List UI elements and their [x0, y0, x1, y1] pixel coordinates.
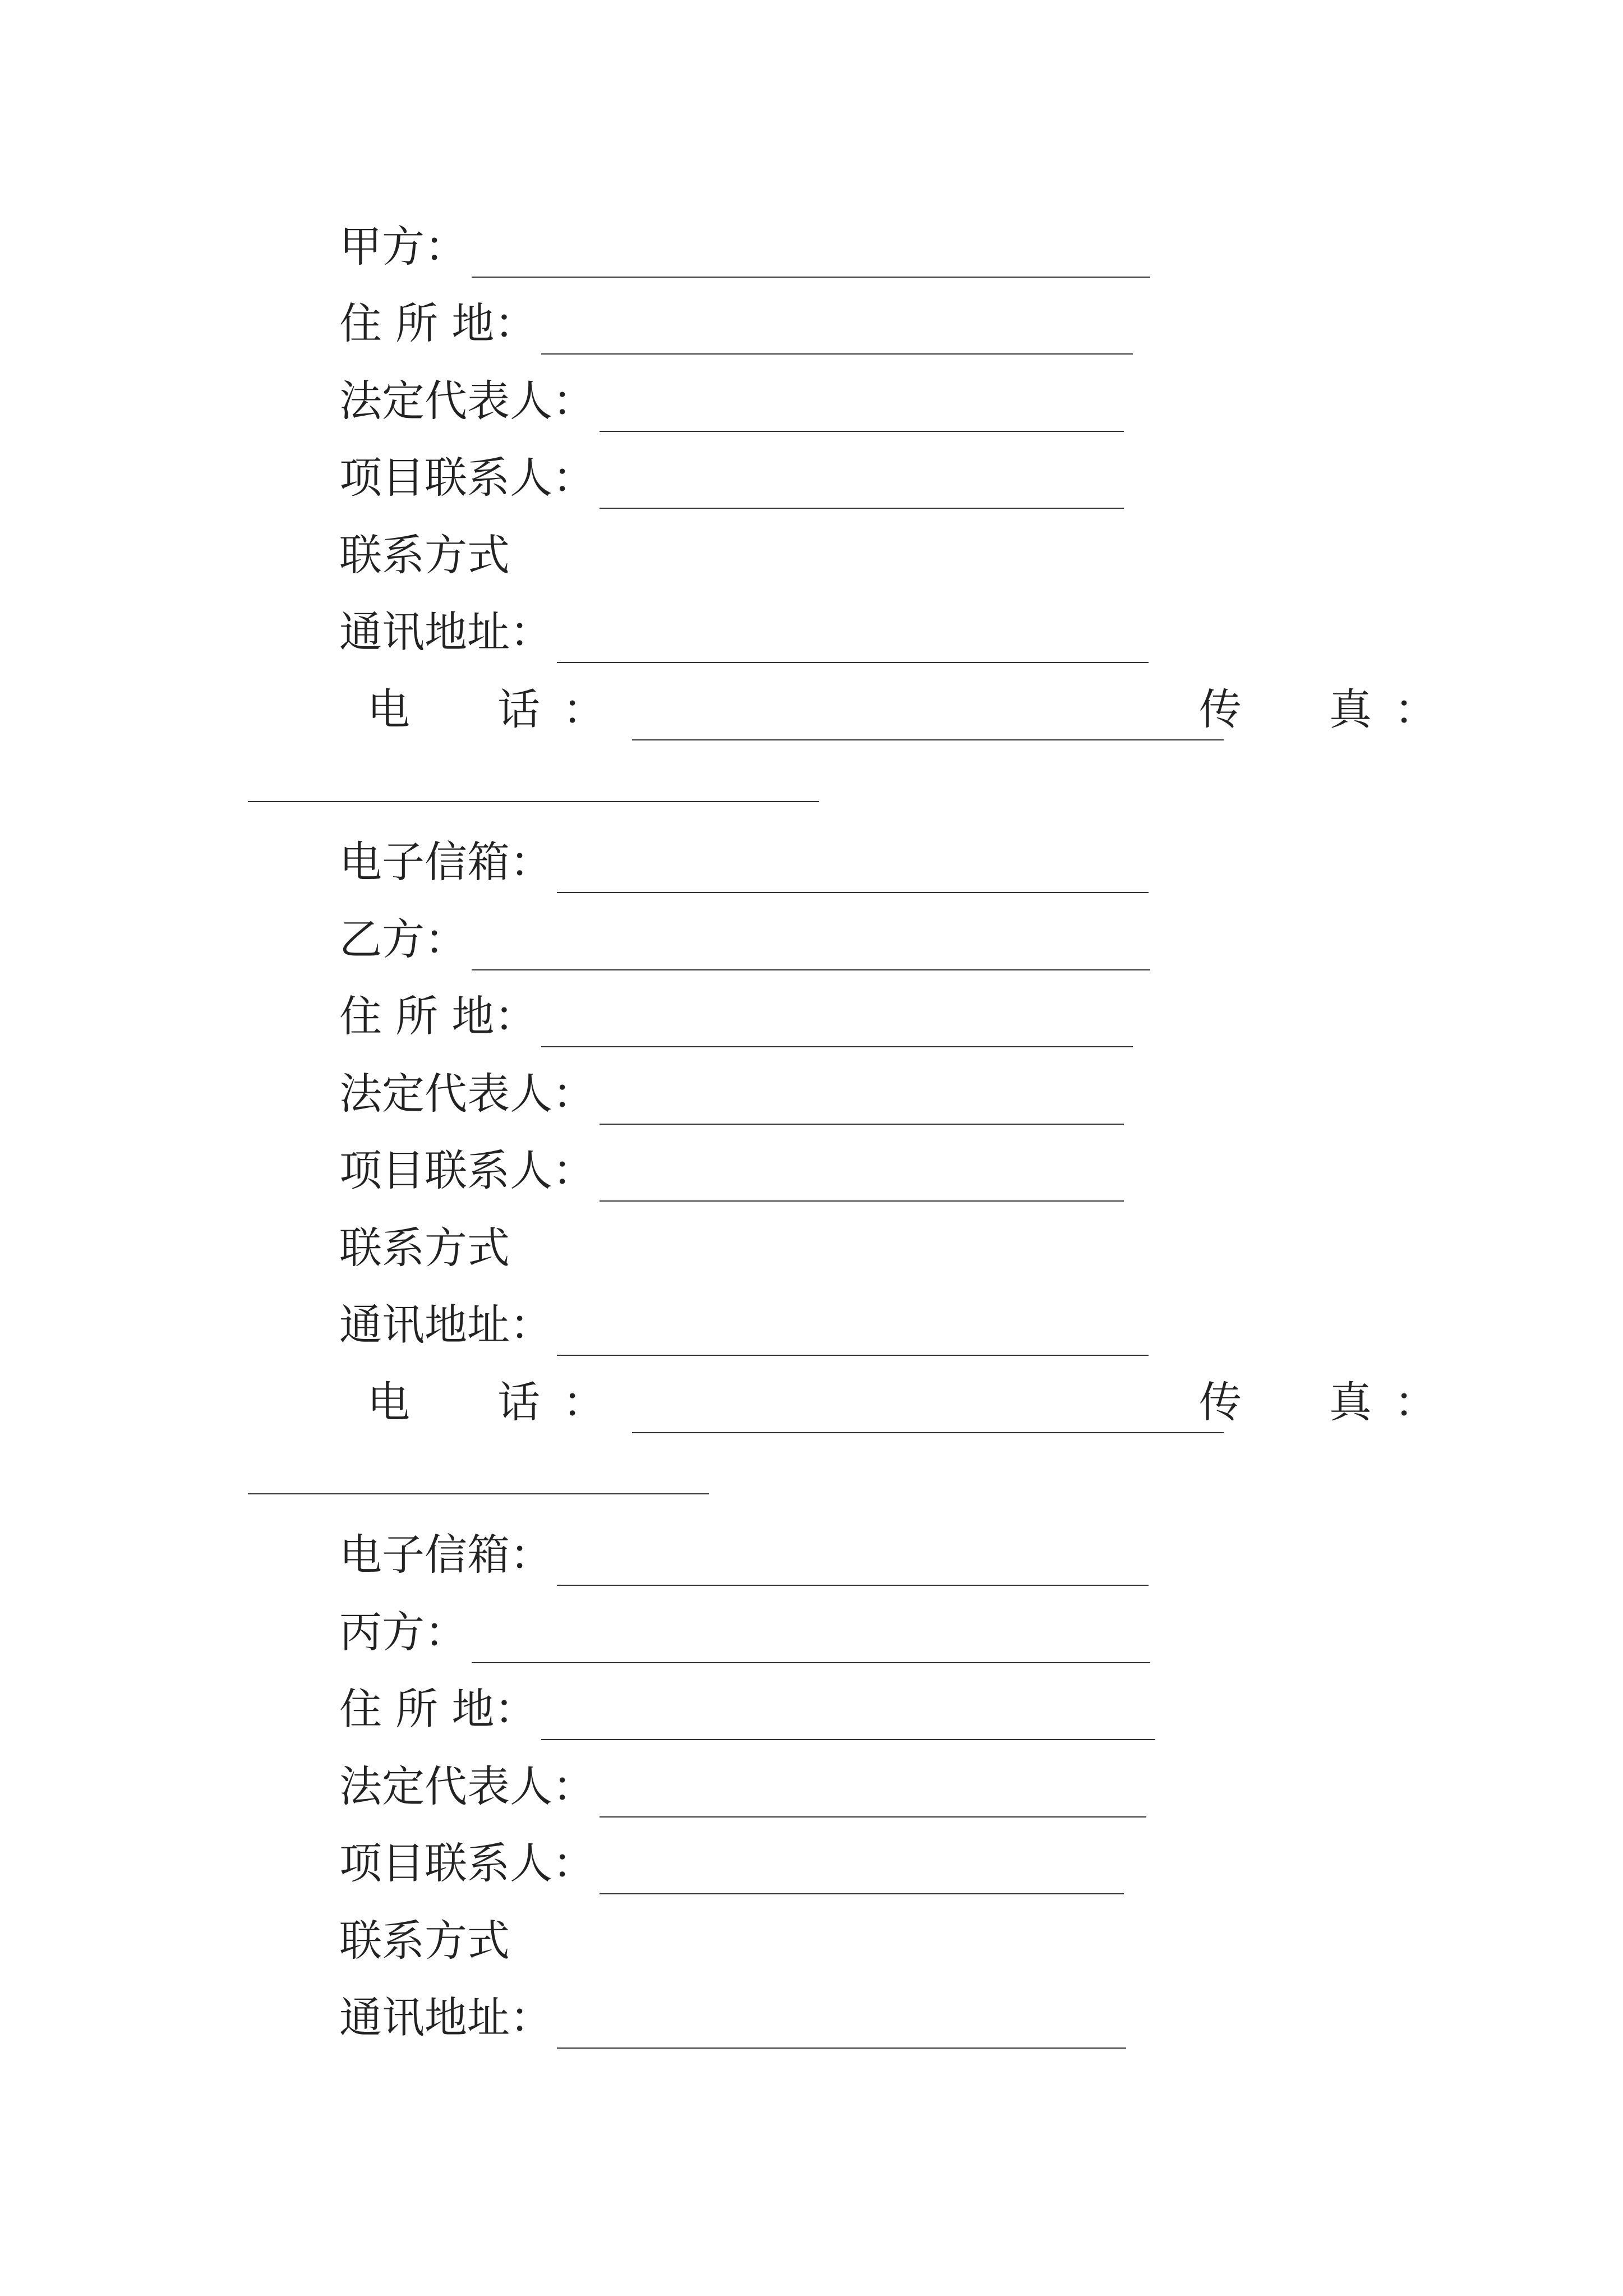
party-a-fax-field[interactable] — [248, 801, 819, 802]
party-b-mail-address-label: 通讯地址： — [339, 1300, 552, 1350]
party-a-phone-row — [367, 679, 1224, 740]
party-a-name-field[interactable] — [472, 235, 1150, 278]
party-b-fax-row — [1199, 1372, 1459, 1433]
party-b-name-field[interactable] — [472, 928, 1150, 970]
party-a-mail-address-field[interactable] — [557, 620, 1149, 663]
party-b-address-field[interactable] — [541, 1005, 1133, 1047]
party-b-fax-field[interactable] — [248, 1493, 709, 1494]
party-a-fax-row — [1199, 679, 1459, 740]
party-a-legal-rep-row — [339, 370, 1124, 432]
party-a-contact-person-label: 项目联系人： — [339, 453, 595, 503]
party-b-email-field[interactable] — [557, 1543, 1149, 1586]
party-a-phone-label: 电 话： — [367, 684, 628, 734]
party-b-contact-person-label: 项目联系人： — [339, 1145, 595, 1195]
party-a-phone-field[interactable] — [632, 698, 1224, 740]
party-a-address-label: 住 所 地： — [339, 298, 537, 348]
party-a-legal-rep-field[interactable] — [600, 389, 1124, 432]
party-b-fax-label: 传 真： — [1199, 1377, 1459, 1427]
party-b-legal-rep-field[interactable] — [600, 1082, 1124, 1125]
party-b-contact-person-field[interactable] — [600, 1159, 1124, 1202]
party-b-mail-address-field[interactable] — [557, 1313, 1149, 1356]
party-b-name-row — [339, 909, 1150, 970]
party-c-address-row — [339, 1678, 1155, 1740]
party-c-name-label: 丙方： — [339, 1607, 467, 1657]
party-a-address-row — [339, 293, 1133, 355]
party-c-contact-section-row — [339, 1910, 510, 1972]
party-b-email-label: 电子信箱： — [339, 1530, 552, 1580]
party-b-address-label: 住 所 地： — [339, 991, 537, 1041]
party-c-mail-address-field[interactable] — [557, 2006, 1126, 2049]
party-a-contact-section-label: 联系方式 — [339, 530, 510, 580]
party-b-contact-section-label: 联系方式 — [339, 1223, 510, 1273]
party-b-name-label: 乙方： — [339, 914, 467, 964]
party-a-email-field[interactable] — [557, 850, 1149, 893]
party-a-contact-section-row — [339, 524, 510, 586]
party-a-legal-rep-label: 法定代表人： — [339, 376, 595, 426]
party-b-contact-person-row — [339, 1140, 1124, 1202]
party-c-mail-address-row — [339, 1987, 1126, 2049]
party-a-name-label: 甲方： — [339, 222, 467, 272]
party-a-fax-label: 传 真： — [1199, 684, 1459, 734]
party-b-phone-field[interactable] — [632, 1391, 1224, 1433]
party-b-mail-address-row — [339, 1294, 1149, 1356]
party-c-legal-rep-row — [339, 1756, 1146, 1818]
party-b-address-row — [339, 986, 1133, 1047]
party-b-legal-rep-row — [339, 1063, 1124, 1125]
party-c-address-label: 住 所 地： — [339, 1684, 537, 1734]
party-a-name-row — [339, 216, 1150, 278]
party-c-legal-rep-label: 法定代表人： — [339, 1761, 595, 1811]
party-a-email-row — [339, 831, 1149, 893]
party-a-mail-address-row — [339, 601, 1149, 663]
party-b-contact-section-row — [339, 1217, 510, 1279]
party-a-address-field[interactable] — [541, 312, 1133, 355]
party-c-contact-section-label: 联系方式 — [339, 1916, 510, 1966]
party-c-mail-address-label: 通讯地址： — [339, 1993, 552, 2042]
party-c-contact-person-field[interactable] — [600, 1852, 1124, 1894]
party-a-mail-address-label: 通讯地址： — [339, 607, 552, 657]
party-b-email-row — [339, 1524, 1149, 1586]
party-a-contact-person-field[interactable] — [600, 466, 1124, 509]
party-c-contact-person-row — [339, 1833, 1124, 1894]
party-c-legal-rep-field[interactable] — [600, 1775, 1146, 1818]
party-c-name-row — [339, 1602, 1150, 1663]
party-b-phone-label: 电 话： — [367, 1377, 628, 1427]
party-b-legal-rep-label: 法定代表人： — [339, 1069, 595, 1119]
party-b-phone-row — [367, 1372, 1224, 1433]
party-a-contact-person-row — [339, 447, 1124, 509]
party-c-contact-person-label: 项目联系人： — [339, 1838, 595, 1888]
party-c-name-field[interactable] — [472, 1621, 1150, 1663]
party-a-email-label: 电子信箱： — [339, 837, 552, 887]
party-c-address-field[interactable] — [541, 1697, 1155, 1740]
